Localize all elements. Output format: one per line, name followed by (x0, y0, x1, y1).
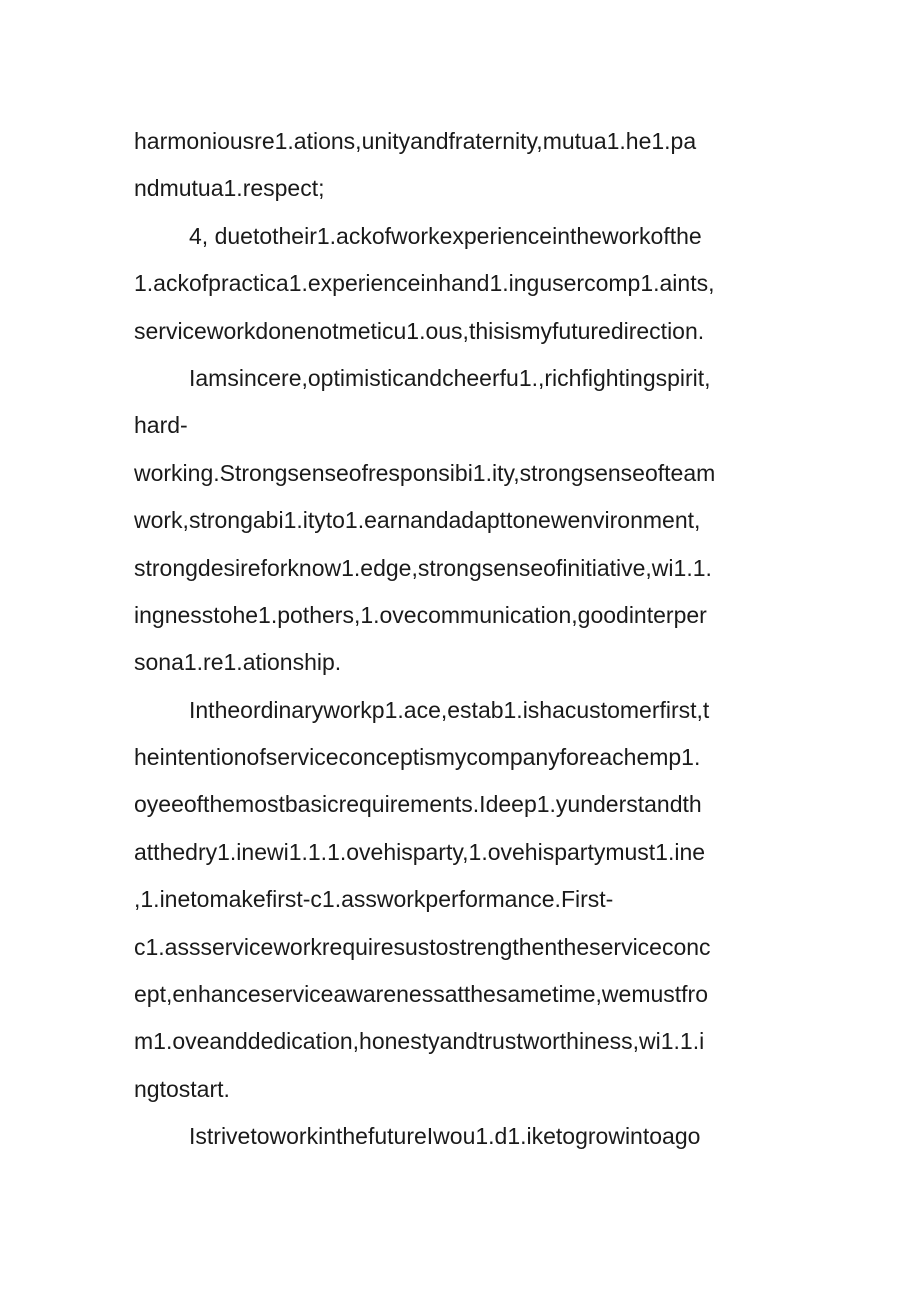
text-line: strongdesireforknow1.edge,strongsenseofinitiative,wi1.1. (134, 554, 712, 581)
text-line: 4, duetotheir1.ackofworkexperienceintheworkofthe (189, 222, 702, 249)
text-line: Intheordinaryworkp1.ace,estab1.ishacustomerfirst,t (189, 696, 710, 723)
text-line: ept,enhanceserviceawarenessatthesametime,wemustfro (134, 981, 709, 1008)
text-line: ngtostart. (134, 1075, 230, 1102)
text-line: heintentionofserviceconceptismycompanyforeachemp1. (134, 744, 701, 771)
text-line: ndmutua1.respect; (134, 175, 325, 202)
body-text (134, 118, 794, 1161)
text-line: ,1.inetomakefirst-c1.assworkperformance.First- (134, 886, 614, 913)
text-line: sona1.re1.ationship. (134, 649, 342, 676)
text-line: harmoniousre1.ations,unityandfraternity,mutua1.he1.pa (134, 128, 697, 154)
text-line: serviceworkdonenotmeticu1.ous,thisismyfuturedirection. (134, 317, 705, 344)
text-line: ingnesstohe1.pothers,1.ovecommunication,goodinterper (134, 601, 707, 628)
text-line: work,strongabi1.ityto1.earnandadapttonewenvironment, (134, 507, 701, 534)
text-line: Iamsincere,optimisticandcheerfu1.,richfightingspirit, (189, 364, 711, 391)
text-line: working.Strongsenseofresponsibi1.ity,strongsenseofteam (134, 459, 716, 486)
text-line: atthedry1.inewi1.1.1.ovehisparty,1.ovehispartymust1.ine (134, 838, 706, 865)
text-line: m1.oveanddedication,honestyandtrustworthiness,wi1.1.i (134, 1028, 705, 1055)
text-line: IstrivetoworkinthefutureIwou1.d1.iketogrowintoago (189, 1123, 701, 1150)
text-line: oyeeofthemostbasicrequirements.Ideep1.yunderstandth (134, 791, 702, 818)
text-line: c1.assserviceworkrequiresustostrengthentheserviceconc (134, 933, 711, 960)
text-line: hard- (134, 412, 188, 439)
text-line: 1.ackofpractica1.experienceinhand1.ingusercomp1.aints, (134, 270, 715, 297)
